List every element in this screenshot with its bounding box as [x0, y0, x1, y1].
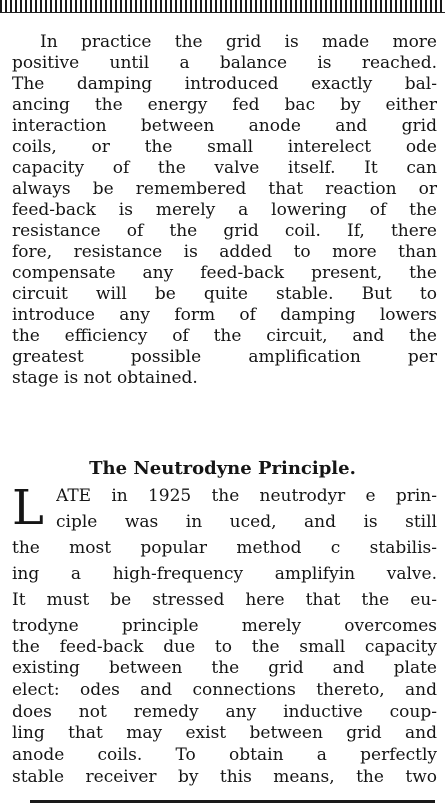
text-line: ancing the energy fed bac by either: [12, 95, 437, 115]
text-line: greatest possible amplification per: [12, 347, 437, 367]
text-line: elect: odes and connections thereto, and: [12, 680, 437, 700]
text-line: interaction between anode and grid: [12, 116, 437, 136]
text-line: resistance of the grid coil. If, there: [12, 221, 437, 241]
text-line: the most popular method c stabilis-: [12, 538, 437, 558]
text-line: always be remembered that reaction or: [12, 179, 437, 199]
text-line: stable receiver by this means, the two: [12, 767, 437, 787]
bottom-rule: [30, 800, 435, 803]
text-line: fore, resistance is added to more than: [12, 242, 437, 262]
text-line: ling that may exist between grid and: [12, 723, 437, 743]
text-line: anode coils. To obtain a perfectly: [12, 745, 437, 765]
text-line: the efficiency of the circuit, and the: [12, 326, 437, 346]
text-line: does not remedy any inductive coup-: [12, 702, 437, 722]
section-heading: The Neutrodyne Principle.: [89, 458, 356, 479]
text-line: ciple was in uced, and is still: [56, 512, 437, 532]
text-line: circuit will be quite stable. But to: [12, 284, 437, 304]
text-line: It must be stressed here that the eu-: [12, 590, 437, 610]
text-line: In practice the grid is made more: [40, 32, 437, 52]
text-line: existing between the grid and plate: [12, 658, 437, 678]
text-line: introduce any form of damping lowers: [12, 305, 437, 325]
text-line: stage is not obtained.: [12, 368, 198, 388]
text-line: compensate any feed-back present, the: [12, 263, 437, 283]
text-line: The damping introduced exactly bal-: [12, 74, 437, 94]
text-line: the feed-back due to the small capacity: [12, 637, 437, 657]
text-line: ATE in 1925 the neutrodyr e prin-: [56, 486, 437, 506]
text-line: coils, or the small interelect ode: [12, 137, 437, 157]
top-border-rule: [0, 0, 445, 13]
text-line: ing a high-frequency amplifyin valve.: [12, 564, 437, 584]
drop-cap: L: [12, 480, 44, 536]
text-line: feed-back is merely a lowering of the: [12, 200, 437, 220]
text-line: positive until a balance is reached.: [12, 53, 437, 73]
text-line: capacity of the valve itself. It can: [12, 158, 437, 178]
text-line: trodyne principle merely overcomes: [12, 616, 437, 636]
